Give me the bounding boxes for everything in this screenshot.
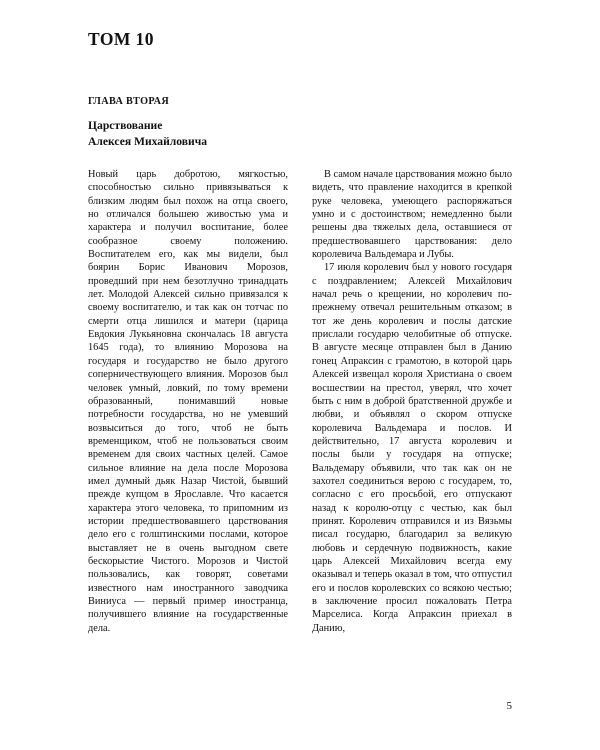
chapter-title-line-1: Царствование: [88, 119, 163, 133]
page-number: 5: [506, 700, 512, 712]
chapter-title: [88, 118, 318, 149]
volume-title: ТОМ 10: [88, 29, 154, 49]
paragraph: Новый царь добротою, мягкостью, способностью сильно привязываться к близким людям был похож на отца своего, но отличался большею живостью ума и характера и получил воспитание, более сообразное своему положению. Воспитателем его, как мы видели, был боярин Борис Иванович Морозов, проведший при нем безотлучно тринадцать лет. Молодой Алексей сильно привязался к своему воспитателю, и так как он тотчас по смерти отца лишился и матери (царица Евдокия Лукьяновна скончалась 18 августа 1645 года), то влиянию Морозова на государя и государство не было другого соперничествующего влияния. Морозов был человек умный, ловкий, по тому времени образованный, понимавший новые потребности государства, но не умевший возвыситься до того, чтоб не быть временщиком, чтоб не пользоваться своим временем для своих частных целей. Самое сильное влияние на дела после Морозова имел думный дьяк Назар Чистой, бывший прежде купцом в Ярославле. Что касается характера этого человека, то припомним из истории предшествовавшего царствования дело его с голштинскими послами, которое выставляет не в очень выгодном свете бескорыстие Чистого. Морозов и Чистой пользовались, как говорят, советами известного нам иностранного заводчика Виниуса — первый пример иностранца, получившего влияние на государственные дела.: [88, 169, 288, 634]
paragraph: 17 июля королевич был у нового государя с поздравлением; Алексей Михайлович начал речь о крещении, но королевич по-прежнему отвечал решительным отказом; в тот же день королевич и послы датские прислали государю челобитные об отпуске. В августе месяце отправлен был в Данию гонец Апраксин с грамотою, в которой царь Алексей извещал короля Христиана о своем восшествии на престол, уверял, что хочет быть с ним в доброй братственной дружбе и любви, и объявлял о скором отпуске королевича Вальдемара и послов. И действительно, 17 августа королевич и послы были у государя на отпуске; Вальдемару объявили, что так как он не захотел соединиться верою с государем, то, согласно с его просьбой, его отпускают назад к королю-отцу с честью, как был принят. Королевич отправился и из Вязьмы писал государю, благодарил за великую любовь и сердечную подвижность, какие царь Алексей Михайлович всегда ему оказывал и теперь оказал в том, что отпустил его и послов королевских со всякою честью; в заключение просил пожаловать Петра Марселиса. Когда Апраксин приехал в Данию,: [312, 262, 512, 634]
chapter-label: ГЛАВА ВТОРАЯ: [88, 96, 170, 107]
paragraph: В самом начале царствования можно было видеть, что правление находится в крепкой руке человека, умеющего распоряжаться умно и с достоинством; немедленно были решены два тяжелых дела, оставшиеся от предшествовавшего царствования: дело королевича Вальдемара и Лубы.: [312, 169, 512, 261]
body-columns: [88, 168, 512, 635]
chapter-title-line-2: Алексея Михайловича: [88, 134, 208, 148]
body-column-right: [312, 168, 512, 635]
chapter-heading-block: [88, 96, 318, 149]
body-column-left: [88, 168, 288, 635]
